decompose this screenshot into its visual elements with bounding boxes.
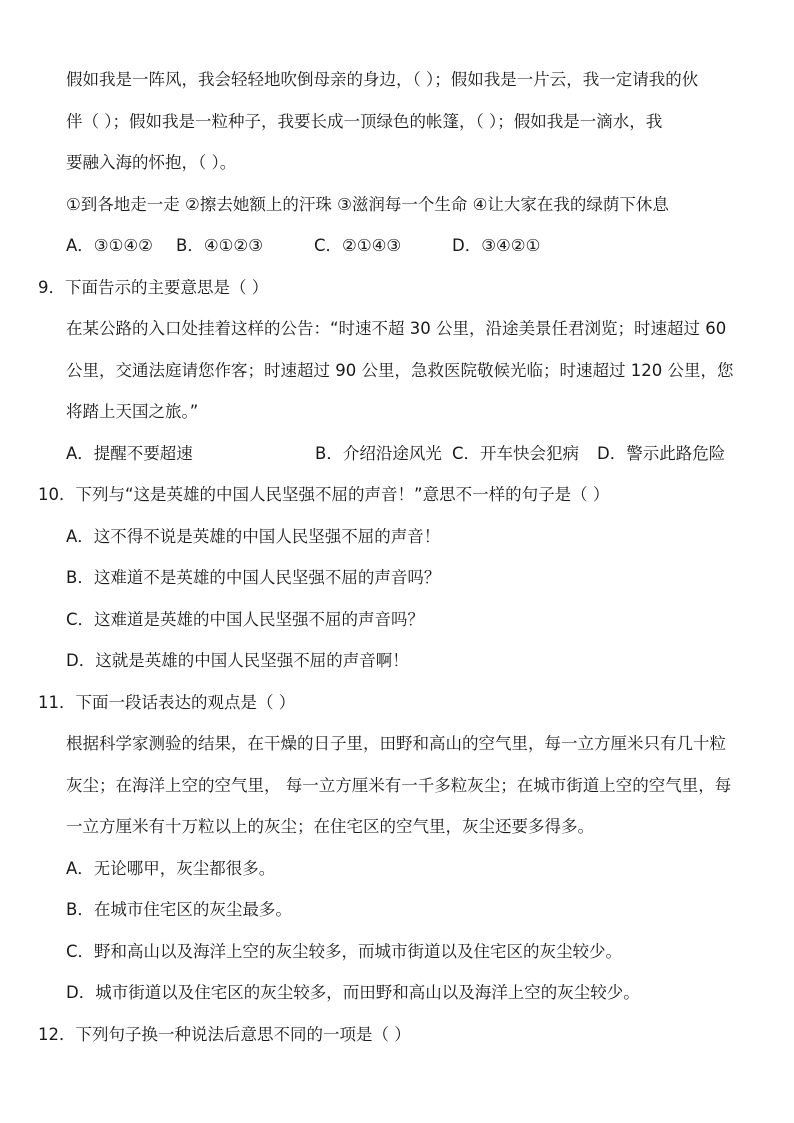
q8-stem-line-1: 假如我是一阵风，我会轻轻地吹倒母亲的身边，（ ）；假如我是一片云，我一定请我的伙 — [66, 70, 699, 89]
q9-options — [66, 443, 746, 465]
q8-stem-line-2: 伴（ ）；假如我是一粒种子，我要长成一顶绿色的帐篷，（ ）；假如我是一滴水，我 — [66, 112, 663, 131]
q9-option-a[interactable]: A．提醒不要超速 — [66, 444, 193, 463]
q8-stem-line-3: 要融入海的怀抱，（ ）。 — [66, 153, 237, 172]
q12-stem: 12．下列句子换一种说法后意思不同的一项是（ ） — [38, 1025, 411, 1044]
q8-option-d[interactable]: D．③④②① — [452, 236, 541, 255]
q10-stem: 10．下列与“这是英雄的中国人民坚强不屈的声音！”意思不一样的句子是（ ） — [38, 485, 610, 504]
q10-option-b[interactable]: B．这难道不是英雄的中国人民坚强不屈的声音吗？ — [66, 568, 441, 587]
q8-option-b[interactable]: B．④①②③ — [176, 236, 263, 255]
q9-option-b[interactable]: B．介绍沿途风光 — [315, 444, 442, 463]
q9-option-d[interactable]: D．警示此路危险 — [597, 444, 726, 463]
q9-passage-line-1: 在某公路的入口处挂着这样的公告：“时速不超 30 公里，沿途美景任君浏览；时速超过 60 — [66, 319, 727, 338]
q10-option-c[interactable]: C．这难道是英雄的中国人民坚强不屈的声音吗？ — [66, 610, 425, 629]
q9-option-c[interactable]: C．开车快会犯病 — [452, 444, 580, 463]
q11-passage-line-3: 一立方厘米有十万粒以上的灰尘；在住宅区的空气里，灰尘还要多得多。 — [66, 817, 594, 836]
q11-passage-line-1: 根据科学家测验的结果，在干燥的日子里，田野和高山的空气里，每一立方厘米只有几十粒 — [66, 734, 726, 753]
q11-option-d[interactable]: D．城市街道以及住宅区的灰尘较多，而田野和高山以及海洋上空的灰尘较少。 — [66, 983, 640, 1002]
q11-stem: 11．下面一段话表达的观点是（ ） — [38, 693, 296, 712]
q8-options — [66, 235, 626, 257]
q10-option-a[interactable]: A．这不得不说是英雄的中国人民坚强不屈的声音！ — [66, 527, 441, 546]
q11-option-a[interactable]: A．无论哪甲，灰尘都很多。 — [66, 859, 276, 878]
q9-passage-line-3: 将踏上天国之旅。” — [66, 402, 199, 421]
q8-choices: ①到各地走一走 ②擦去她额上的汗珠 ③滋润每一个生命 ④让大家在我的绿荫下休息 — [66, 195, 669, 214]
q9-stem: 9．下面告示的主要意思是（ ） — [38, 278, 269, 297]
q8-option-c[interactable]: C．②①④③ — [314, 236, 402, 255]
q11-option-c[interactable]: C．野和高山以及海洋上空的灰尘较多，而城市街道以及住宅区的灰尘较少。 — [66, 942, 623, 961]
q11-option-b[interactable]: B．在城市住宅区的灰尘最多。 — [66, 900, 292, 919]
q10-option-d[interactable]: D．这就是英雄的中国人民坚强不屈的声音啊！ — [66, 651, 409, 670]
q8-option-a[interactable]: A．③①④② — [66, 236, 153, 255]
q9-passage-line-2: 公里，交通法庭请您作客；时速超过 90 公里，急救医院敬候光临；时速超过 120 公里，您 — [66, 361, 734, 380]
q11-passage-line-2: 灰尘；在海洋上空的空气里， 每一立方厘米有一千多粒灰尘；在城市街道上空的空气里，每 — [66, 776, 732, 795]
